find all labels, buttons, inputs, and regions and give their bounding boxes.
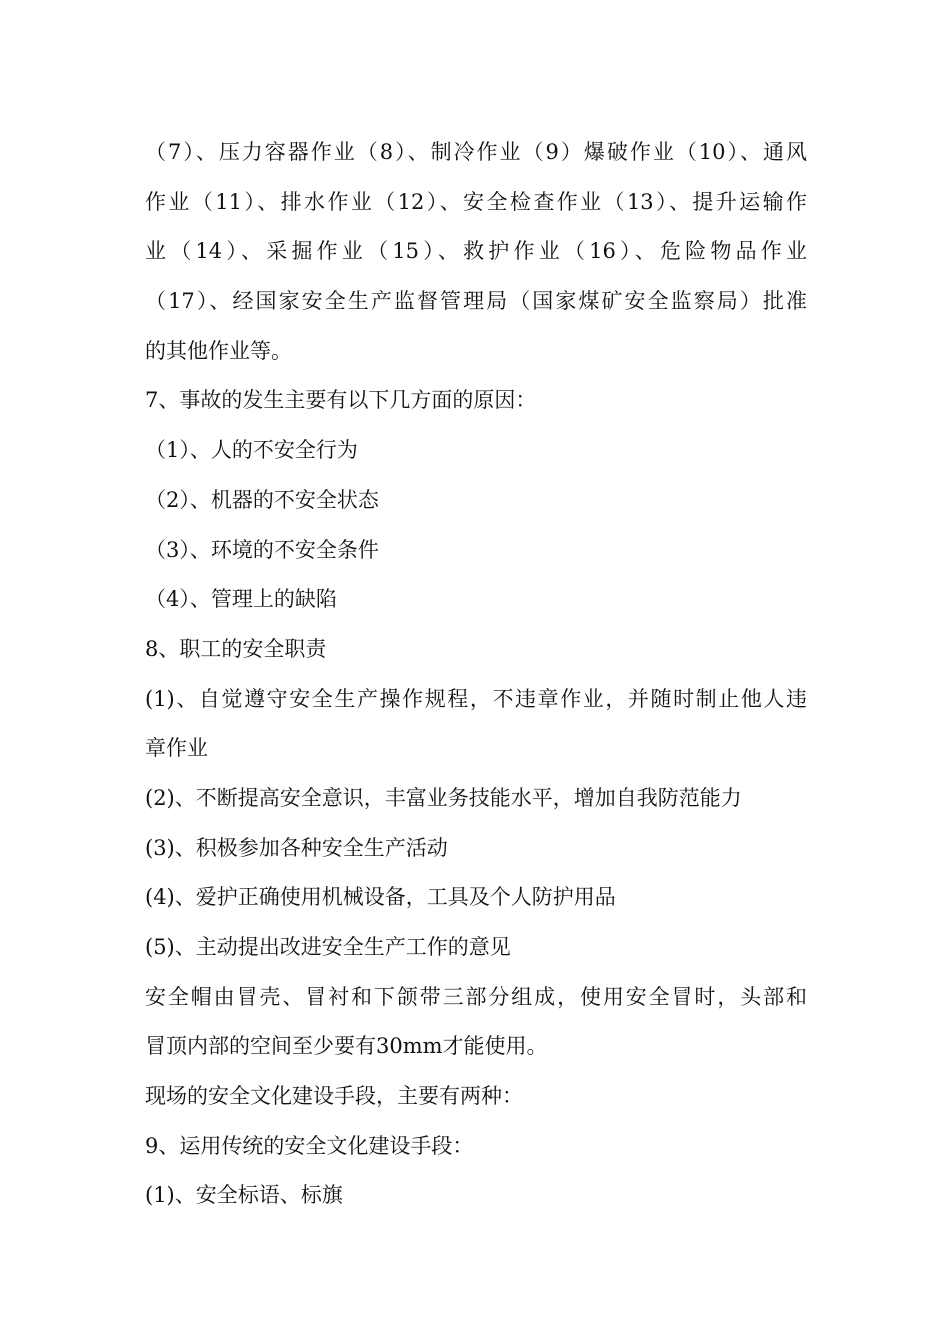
list-item-9-1: (1)、安全标语、标旗 — [145, 1183, 343, 1208]
text-line-3: 业（14）、采掘作业（15）、救护作业（16）、危险物品作业 — [145, 239, 807, 264]
list-item-8-5: (5)、主动提出改进安全生产工作的意见 — [145, 935, 511, 959]
list-item-8-1: (1)、自觉遵守安全生产操作规程，不违章作业，并随时制止他人违 — [145, 686, 807, 711]
list-item-8-3: (3)、积极参加各种安全生产活动 — [145, 835, 448, 860]
section-heading-9: 9、运用传统的安全文化建设手段： — [145, 1133, 474, 1158]
list-item-8-4: (4)、爱护正确使用机械设备，工具及个人防护用品 — [145, 885, 616, 910]
paragraph-culture: 现场的安全文化建设手段，主要有两种： — [145, 1084, 523, 1109]
text-line-5: 的其他作业等。 — [145, 338, 292, 363]
section-heading-8: 8、职工的安全职责 — [145, 636, 327, 661]
list-item-7-3: （3）、环境的不安全条件 — [145, 537, 379, 562]
text-line-4: （17）、经国家安全生产监督管理局（国家煤矿安全监察局）批准 — [145, 289, 807, 314]
paragraph-helmet: 安全帽由冒壳、冒衬和下颌带三部分组成，使用安全冒时，头部和 — [145, 984, 807, 1009]
section-heading-7: 7、事故的发生主要有以下几方面的原因： — [145, 388, 537, 413]
text-line-1: （7）、压力容器作业（8）、制冷作业（9）爆破作业（10）、通风 — [145, 140, 807, 164]
list-item-8-2: (2)、不断提高安全意识，丰富业务技能水平，增加自我防范能力 — [145, 785, 742, 810]
list-item-8-1-cont: 章作业 — [145, 736, 208, 761]
text-line-2: 作业（11）、排水作业（12）、安全检查作业（13）、提升运输作 — [145, 189, 807, 214]
list-item-7-4: （4）、管理上的缺陷 — [145, 587, 337, 612]
paragraph-helmet-cont: 冒顶内部的空间至少要有30mm才能使用。 — [145, 1034, 548, 1059]
list-item-7-2: （2）、机器的不安全状态 — [145, 487, 379, 512]
list-item-7-1: （1）、人的不安全行为 — [145, 438, 358, 463]
document-body — [145, 128, 807, 1221]
